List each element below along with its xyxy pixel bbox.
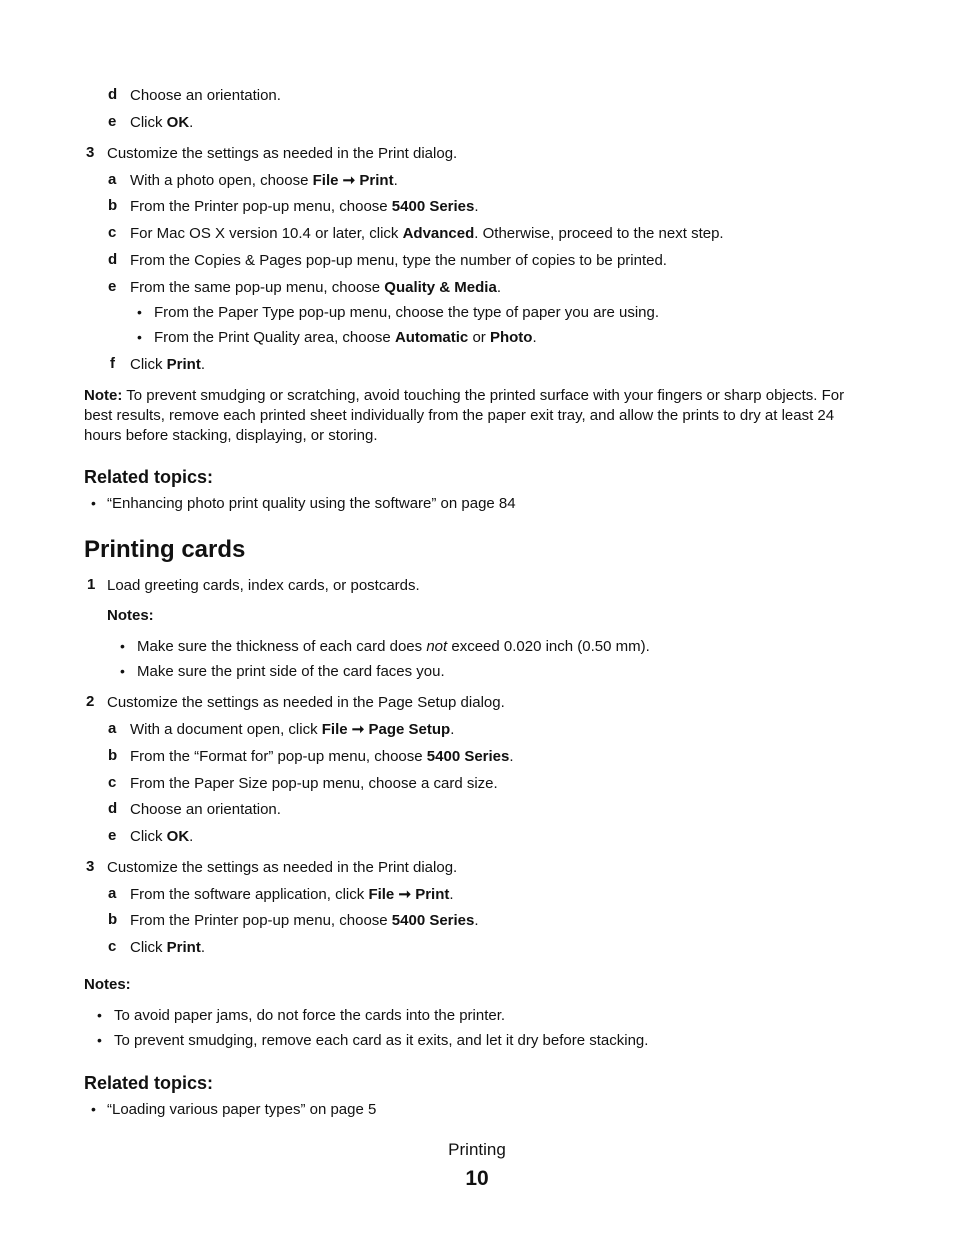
bullet-text: From the Print Quality area, choose Automatic or Photo.	[154, 329, 537, 346]
step-marker-e2: e	[108, 278, 117, 295]
step-3-text: Customize the settings as needed in the Print dialog.	[107, 859, 458, 876]
step-e-text: Click OK.	[130, 114, 194, 131]
step-marker-2: 2	[86, 693, 95, 710]
step-a-text: With a photo open, choose File ➞ Print.	[130, 172, 398, 189]
note-item: To avoid paper jams, do not force the cards into the printer.	[114, 1007, 506, 1024]
step-d-text: Choose an orientation.	[130, 801, 281, 818]
note-item: To prevent smudging, remove each card as it exits, and let it dry before stacking.	[114, 1032, 649, 1049]
arrow-icon: ➞	[351, 721, 365, 738]
note-item: Make sure the thickness of each card does not exceed 0.020 inch (0.50 mm).	[137, 638, 650, 655]
step-3-text: Customize the settings as needed in the Print dialog.	[107, 145, 458, 162]
arrow-icon: ➞	[398, 886, 412, 903]
step-marker-d2: d	[108, 251, 118, 268]
step-marker-c: c	[108, 224, 117, 241]
bullet-text: From the Paper Type pop-up menu, choose the type of paper you are using.	[154, 304, 660, 321]
step-marker-b: b	[108, 197, 118, 214]
related-topic-link[interactable]: “Enhancing photo print quality using the software” on page 84	[107, 495, 516, 512]
related-topic-link[interactable]: “Loading various paper types” on page 5	[107, 1101, 377, 1118]
bullet-icon: •	[91, 495, 96, 511]
bullet-icon: •	[120, 638, 125, 654]
step-marker-a: a	[108, 720, 117, 737]
step-marker-3: 3	[86, 858, 95, 875]
step-marker-e: e	[108, 827, 117, 844]
step-b-text: From the “Format for” pop-up menu, choose 5400 Series.	[130, 748, 514, 765]
step-b-text: From the Printer pop-up menu, choose 5400 Series.	[130, 198, 479, 215]
related-topics-heading: Related topics:	[84, 467, 214, 487]
step-b-text: From the Printer pop-up menu, choose 5400 Series.	[130, 912, 479, 929]
section-title: Printing cards	[84, 536, 246, 563]
step-1-text: Load greeting cards, index cards, or postcards.	[107, 577, 420, 594]
step-marker-f: f	[110, 355, 115, 372]
step-2-text: Customize the settings as needed in the Page Setup dialog.	[107, 694, 505, 711]
step-marker-e: e	[108, 113, 117, 130]
footer-chapter-label: Printing	[448, 1140, 506, 1159]
step-a-text: From the software application, click File ➞ Print.	[130, 886, 454, 903]
bullet-icon: •	[137, 304, 142, 320]
step-marker-b: b	[108, 747, 118, 764]
step-c-text: Click Print.	[130, 939, 206, 956]
bullet-icon: •	[91, 1101, 96, 1117]
step-e-text: Click OK.	[130, 828, 194, 845]
step-d-text: Choose an orientation.	[130, 87, 281, 104]
step-marker-c: c	[108, 938, 117, 955]
bullet-icon: •	[97, 1007, 102, 1023]
step-marker-a: a	[108, 171, 117, 188]
bullet-icon: •	[97, 1032, 102, 1048]
step-e2-text: From the same pop-up menu, choose Quality & Media.	[130, 279, 501, 296]
step-marker-b: b	[108, 911, 118, 928]
step-c-text: For Mac OS X version 10.4 or later, click Advanced. Otherwise, proceed to the next step.	[130, 225, 724, 242]
step-marker-a: a	[108, 885, 117, 902]
arrow-icon: ➞	[342, 172, 356, 189]
bullet-icon: •	[120, 663, 125, 679]
note-paragraph: Note: To prevent smudging or scratching, avoid touching the printed surface with your fingers or sharp objects. For best results, remove each printed sheet individually from the paper exit tray, and allow the prints to dry at least 24 hours before stacking, displaying, or storing.	[84, 387, 845, 444]
step-d2-text: From the Copies & Pages pop-up menu, type the number of copies to be printed.	[130, 252, 667, 269]
step-a-text: With a document open, click File ➞ Page Setup.	[130, 721, 455, 738]
note-item: Make sure the print side of the card faces you.	[137, 663, 445, 680]
step-c-text: From the Paper Size pop-up menu, choose a card size.	[130, 775, 498, 792]
step-marker-c: c	[108, 774, 117, 791]
step-marker-1: 1	[87, 576, 96, 593]
notes-label: Notes:	[107, 607, 154, 624]
step-marker-d: d	[108, 86, 118, 103]
notes-label: Notes:	[84, 976, 131, 993]
step-f-text: Click Print.	[130, 356, 206, 373]
step-marker-3: 3	[86, 144, 95, 161]
page-number: 10	[465, 1167, 489, 1190]
note-label: Note:	[84, 387, 123, 404]
bullet-icon: •	[137, 329, 142, 345]
related-topics-heading: Related topics:	[84, 1073, 214, 1093]
step-marker-d: d	[108, 800, 118, 817]
